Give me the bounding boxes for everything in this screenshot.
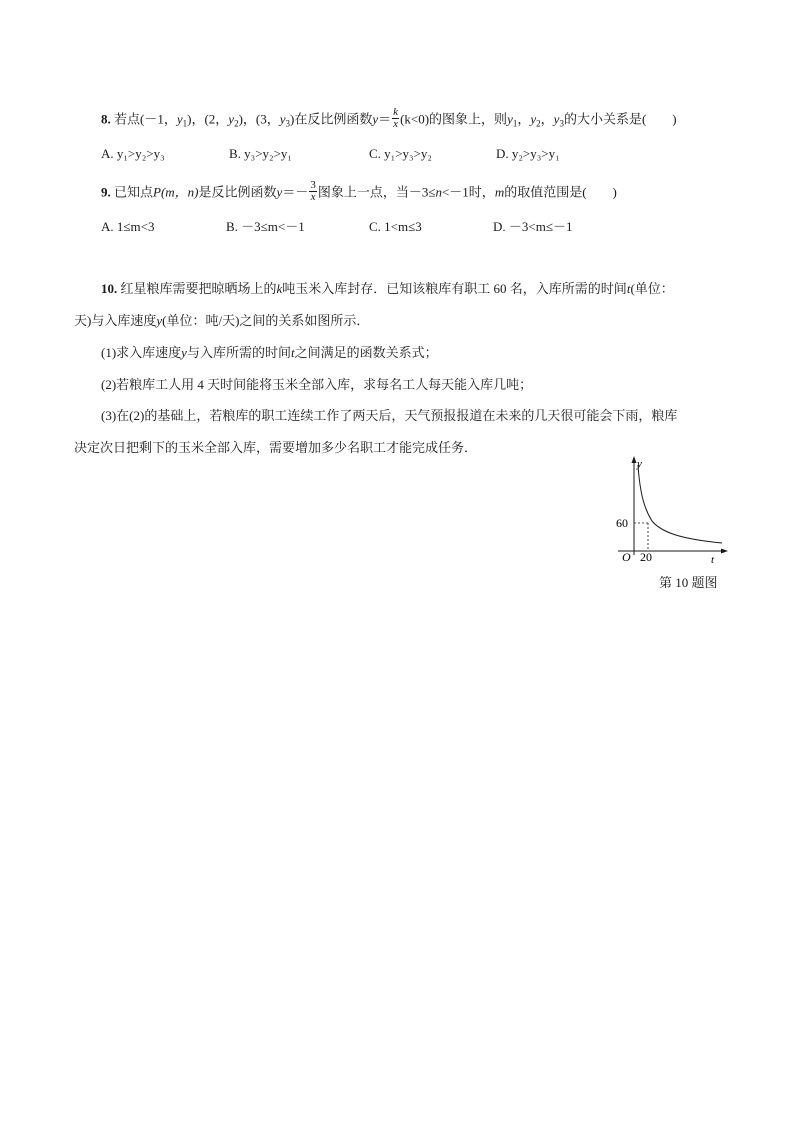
q10-line2-a: 天)与入库速度 <box>74 313 157 328</box>
q8-option-d[interactable]: D. y₂>y₃>y₁ <box>496 146 560 161</box>
q10-sub1-y: y <box>181 345 187 360</box>
q10-kvar: k <box>276 281 283 296</box>
q8-option-b[interactable]: B. y₃>y₂>y₁ <box>229 146 292 161</box>
x-axis-label: t <box>711 554 715 565</box>
q10-sub1-c: 之间满足的函数关系式； <box>294 345 438 360</box>
q9-frac-den: x <box>310 191 316 203</box>
q10-sub1-b: 与入库所需的时间 <box>186 345 291 360</box>
q9-option-a[interactable]: A. 1≤m<3 <box>101 219 155 234</box>
q8-text-c: )，(3， <box>238 111 280 127</box>
q10-sub1-t: t <box>290 345 295 360</box>
q8-comma1: ， <box>517 111 531 127</box>
q8-text-b: )，(2， <box>187 111 229 127</box>
q10-sub1-a: (1)求入库速度 <box>101 345 182 360</box>
q8-sub3: 3 <box>285 118 291 129</box>
q8-frac-den: x <box>393 118 399 130</box>
q8-y3: y <box>279 111 286 127</box>
q9-number: 9. <box>101 184 111 200</box>
y-tick-label: 60 <box>616 516 628 530</box>
q9-frac-num: 3 <box>310 179 316 191</box>
q10-line1-b: 吨玉米入库封存．已知该粮库有职工 60 名，入库所需的时间 <box>282 281 627 296</box>
y-axis-arrow-icon <box>632 456 637 463</box>
q10-line2 <box>74 312 369 330</box>
q9-point: P(m，n) <box>153 184 199 200</box>
q10-sub3-line2: 决定次日把剩下的玉米全部入库，需要增加多少名职工才能完成任务． <box>74 440 478 455</box>
q9-text-b: 是反比例函数 <box>198 184 277 200</box>
q8-fraction <box>392 107 399 130</box>
q10-yvar: y <box>156 313 163 328</box>
q9-yvar: y <box>276 184 283 200</box>
hyperbola-curve <box>638 465 722 543</box>
q9-nvar: n <box>435 184 442 200</box>
q8-yvar: y <box>372 111 379 127</box>
q8-cond: (k<0)的图象上，则 <box>400 111 508 127</box>
q9-option-c[interactable]: C. 1<m≤3 <box>369 219 422 234</box>
q10-sub3-line1: (3)在(2)的基础上，若粮库的职工连续工作了两天后，天气预报报道在未来的几天很可能会下雨，粮库 <box>101 408 678 423</box>
q9-stem <box>101 179 617 205</box>
q10-sub2: (2)若粮库工人用 4 天时间能将玉米全部入库，求每名工人每天能入库几吨； <box>101 377 533 392</box>
q10-line1-c: (单位： <box>630 281 674 296</box>
q8-number: 8. <box>101 111 111 127</box>
q9-tail: 的取值范围是( ) <box>504 184 617 200</box>
q8-y1: y <box>176 111 183 127</box>
q8-option-c[interactable]: C. y₁>y₃>y₂ <box>369 146 432 161</box>
q10-line1-a: 红星粮库需要把晾晒场上的 <box>120 281 277 296</box>
q8-text-a: 若点(－1， <box>114 111 177 127</box>
q9-fraction <box>309 180 317 203</box>
q8-comma2: ， <box>540 111 554 127</box>
q9-mvar: m <box>494 184 505 200</box>
q8-tail-s1: 1 <box>512 118 518 129</box>
origin-label: O <box>622 550 631 564</box>
q10-line2-b: (单位：吨/天)之间的关系如图所示． <box>162 313 370 328</box>
x-tick-label: 20 <box>640 550 652 564</box>
q8-frac-num: k <box>393 106 399 118</box>
q8-eq: ＝ <box>378 111 392 127</box>
q9-text-d: <－1时， <box>441 184 495 200</box>
x-axis-arrow-icon <box>721 549 728 554</box>
q10-sub1 <box>101 344 438 362</box>
q9-option-d[interactable]: D. －3<m≤－1 <box>493 219 573 234</box>
q8-sub1: 1 <box>182 118 188 129</box>
q10-tvar: t <box>626 281 631 296</box>
q9-text-a: 已知点 <box>114 184 154 200</box>
q8-tail-y2: y <box>530 111 537 127</box>
q8-tail-s2: 2 <box>536 118 541 129</box>
q8-y2: y <box>228 111 235 127</box>
q10-number: 10. <box>101 281 118 296</box>
q10-line1 <box>101 280 674 298</box>
figure-caption: 第 10 题图 <box>659 575 718 590</box>
q8-stem <box>101 106 677 132</box>
q8-tail-s3: 3 <box>559 118 564 129</box>
q8-text-d: )在反比例函数 <box>290 111 373 127</box>
q9-eq: ＝－ <box>282 184 309 200</box>
q8-tail-y3: y <box>553 111 560 127</box>
q10-graph <box>612 455 732 565</box>
q8-tail-y1: y <box>507 111 513 127</box>
q9-text-c: 图象上一点，当－3≤ <box>317 184 436 200</box>
q8-tail: 的大小关系是( ) <box>563 111 677 127</box>
y-axis-label: y <box>637 458 642 470</box>
q8-sub2: 2 <box>234 118 239 129</box>
q9-option-b[interactable]: B. －3≤m<－1 <box>226 219 305 234</box>
q8-option-a[interactable]: A. y₁>y₂>y₃ <box>101 146 165 161</box>
